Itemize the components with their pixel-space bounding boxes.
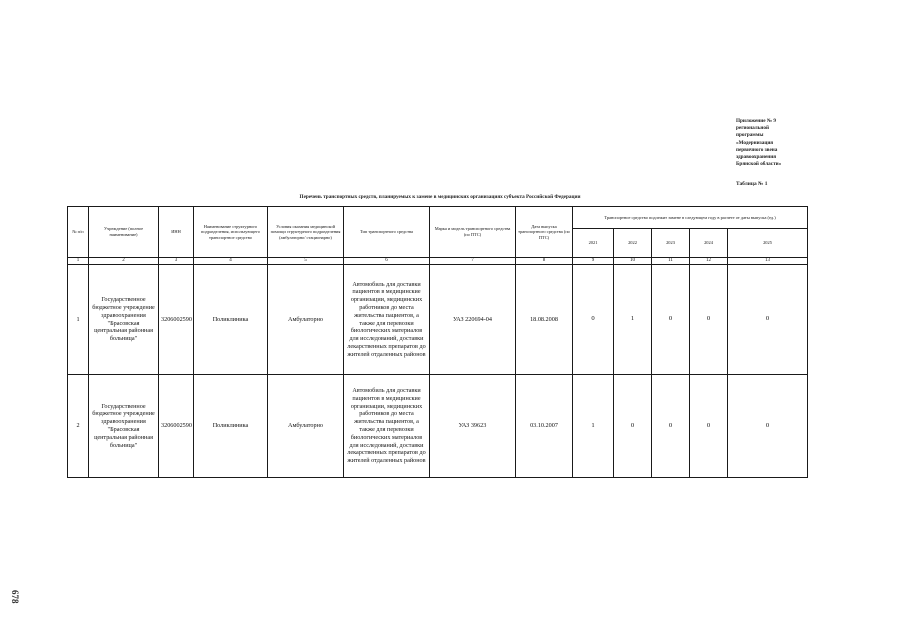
cell-institution: Государственное бюджетное учреждение здравоохранения "Брасовская центральная районная больница" <box>89 265 159 375</box>
header-row <box>68 207 808 229</box>
cell-num: 1 <box>68 265 89 375</box>
appendix-line: программы <box>736 132 764 139</box>
header-conditions: Условия оказания медицинской помощи структурного подразделения (амбулаторно/ стационарно) <box>268 207 344 258</box>
cell-unit: Поликлиника <box>194 265 268 375</box>
column-number: 7 <box>430 258 516 265</box>
cell-2024: 0 <box>690 265 728 375</box>
column-number: 5 <box>268 258 344 265</box>
page-number: 678 <box>10 590 20 604</box>
header-year: 2025 <box>728 229 808 258</box>
header-year: 2022 <box>614 229 652 258</box>
column-number: 6 <box>344 258 430 265</box>
header-vehicle-type: Тип транспортного средства <box>344 207 430 258</box>
cell-num: 2 <box>68 375 89 478</box>
cell-vehicle-type: Автомобиль для доставки пациентов в медицинские организации, медицинских работников до места жительства пациентов, а также для перевозки биологических материалов для исследований, доставки лекарственных препаратов до жителей отдаленных районов <box>344 265 430 375</box>
column-number: 3 <box>159 258 194 265</box>
cell-unit: Поликлиника <box>194 375 268 478</box>
column-number-row <box>68 258 808 265</box>
column-number: 8 <box>516 258 573 265</box>
header-unit: Наименование структурного подразделения, использующего транспортное средство <box>194 207 268 258</box>
cell-2023: 0 <box>652 265 690 375</box>
column-number: 4 <box>194 258 268 265</box>
cell-conditions: Амбулаторно <box>268 375 344 478</box>
appendix-line: региональной <box>736 125 769 132</box>
cell-conditions: Амбулаторно <box>268 265 344 375</box>
table-row <box>68 265 808 375</box>
cell-vehicle-type: Автомобиль для доставки пациентов в медицинские организации, медицинских работников до места жительства пациентов, а также для перевозки биологических материалов для исследований, доставки лекарственных препаратов до жителей отдаленных районов <box>344 375 430 478</box>
cell-inn: 3206002590 <box>159 265 194 375</box>
header-replacement: Транспортное средство подлежит замене в следующем году в расчете от даты выпуска (ед.) <box>573 207 808 229</box>
header-institution: Учреждение (полное наименование) <box>89 207 159 258</box>
cell-2022: 1 <box>614 265 652 375</box>
cell-2024: 0 <box>690 375 728 478</box>
cell-release-date: 03.10.2007 <box>516 375 573 478</box>
appendix-line: «Модернизация <box>736 139 774 146</box>
cell-2025: 0 <box>728 265 808 375</box>
column-number: 13 <box>728 258 808 265</box>
cell-2025: 0 <box>728 375 808 478</box>
cell-2021: 1 <box>573 375 614 478</box>
cell-release-date: 18.08.2008 <box>516 265 573 375</box>
table-label: Таблица № 1 <box>736 181 768 187</box>
appendix-line: Брянской области» <box>736 161 782 168</box>
column-number: 2 <box>89 258 159 265</box>
cell-brand: УАЗ 220694-04 <box>430 265 516 375</box>
header-year: 2023 <box>652 229 690 258</box>
appendix-note <box>736 118 828 168</box>
cell-2023: 0 <box>652 375 690 478</box>
header-inn: ИНН <box>159 207 194 258</box>
header-num: № п/п <box>68 207 89 258</box>
cell-inn: 3206002590 <box>159 375 194 478</box>
header-year: 2021 <box>573 229 614 258</box>
table-row <box>68 375 808 478</box>
header-brand: Марка и модель транспортного средства (по ПТС) <box>430 207 516 258</box>
cell-2022: 0 <box>614 375 652 478</box>
appendix-line: первичного звена <box>736 146 778 153</box>
header-release-date: Дата выпуска транспортного средства (по ПТС) <box>516 207 573 258</box>
column-number: 1 <box>68 258 89 265</box>
vehicles-table <box>67 206 808 478</box>
cell-2021: 0 <box>573 265 614 375</box>
column-number: 11 <box>652 258 690 265</box>
cell-brand: УАЗ 39623 <box>430 375 516 478</box>
cell-institution: Государственное бюджетное учреждение здравоохранения "Брасовская центральная районная больница" <box>89 375 159 478</box>
document-title: Перечень транспортных средств, планируемых к замене в медицинских организациях субъекта Российской Федерации <box>299 194 581 200</box>
column-number: 9 <box>573 258 614 265</box>
column-number: 10 <box>614 258 652 265</box>
header-year: 2024 <box>690 229 728 258</box>
column-number: 12 <box>690 258 728 265</box>
appendix-line: здравоохранения <box>736 154 777 161</box>
appendix-line: Приложение № 9 <box>736 118 776 124</box>
